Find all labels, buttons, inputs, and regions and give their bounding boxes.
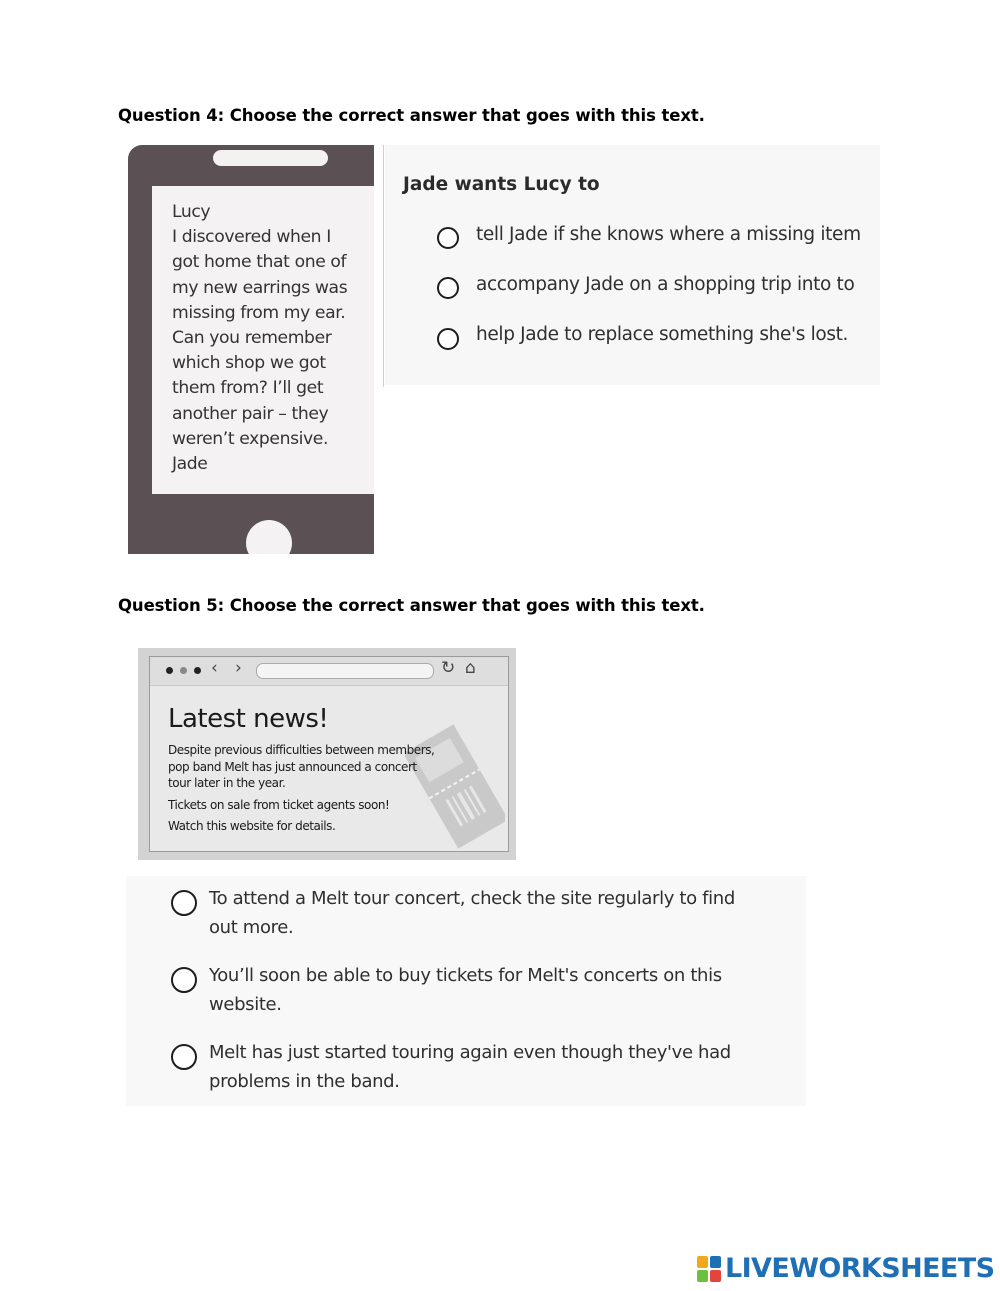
window-dot bbox=[194, 667, 201, 674]
logo-square bbox=[697, 1270, 708, 1282]
liveworksheets-logo bbox=[697, 1253, 994, 1284]
option-line: You’ll soon be able to buy tickets for Melt's concerts on this bbox=[209, 965, 722, 986]
question-4-prompt: Jade wants Lucy to bbox=[403, 174, 600, 195]
window-dot bbox=[166, 667, 173, 674]
logo-square bbox=[710, 1256, 721, 1268]
message-line: Can you remember bbox=[172, 328, 332, 349]
message-line: my new earrings was bbox=[172, 277, 348, 298]
option-line: problems in the band. bbox=[209, 1070, 400, 1092]
reload-icon: ↻ bbox=[441, 658, 456, 678]
option-label bbox=[209, 962, 789, 1019]
logo-mark-icon bbox=[697, 1256, 721, 1282]
q5-option-3[interactable] bbox=[171, 1039, 789, 1096]
radio-button[interactable] bbox=[171, 890, 197, 916]
message-line: I discovered when I bbox=[172, 227, 331, 248]
message-line: Jade bbox=[172, 454, 208, 475]
option-line: To attend a Melt tour concert, check the site regularly to find bbox=[209, 888, 735, 909]
radio-button[interactable] bbox=[437, 227, 459, 249]
message-line: them from? I’ll get bbox=[172, 378, 324, 399]
news-line: pop band Melt has just announced a concert bbox=[168, 759, 417, 774]
question-4-heading: Question 4: Choose the correct answer that goes with this text. bbox=[118, 106, 705, 125]
option-label bbox=[209, 885, 789, 942]
news-body bbox=[168, 742, 478, 835]
news-line: Despite previous difficulties between members, bbox=[168, 743, 435, 757]
option-line: Melt has just started touring again even though they've had bbox=[209, 1042, 731, 1063]
message-line: got home that one of bbox=[172, 252, 347, 273]
forward-arrow-icon: › bbox=[235, 658, 242, 678]
option-label: accompany Jade on a shopping trip into to bbox=[476, 274, 855, 295]
q5-option-2[interactable] bbox=[171, 962, 789, 1019]
logo-square bbox=[697, 1256, 708, 1268]
address-bar bbox=[256, 663, 434, 679]
news-line: Tickets on sale from ticket agents soon! bbox=[168, 797, 390, 812]
window-dot bbox=[180, 667, 187, 674]
news-title: Latest news! bbox=[168, 704, 329, 734]
message-line: weren’t expensive. bbox=[172, 428, 329, 449]
option-label: tell Jade if she knows where a missing item bbox=[476, 224, 861, 245]
q5-option-1[interactable] bbox=[171, 885, 789, 942]
message-line: missing from my ear. bbox=[172, 302, 346, 323]
radio-button[interactable] bbox=[171, 1044, 197, 1070]
option-label: help Jade to replace something she's lost. bbox=[476, 324, 849, 345]
radio-button[interactable] bbox=[437, 328, 459, 350]
logo-text: LIVEWORKSHEETS bbox=[725, 1253, 995, 1284]
option-label bbox=[209, 1039, 789, 1096]
phone-crop-edge bbox=[128, 554, 388, 574]
back-arrow-icon: ‹ bbox=[211, 658, 218, 678]
message-line: which shop we got bbox=[172, 353, 326, 374]
q4-option-3[interactable] bbox=[437, 324, 880, 350]
q4-option-1[interactable] bbox=[437, 224, 880, 249]
text-message bbox=[172, 200, 382, 477]
logo-square bbox=[710, 1270, 721, 1282]
news-line: Watch this website for details. bbox=[168, 819, 336, 833]
home-icon: ⌂ bbox=[465, 658, 476, 678]
news-line: tour later in the year. bbox=[168, 776, 286, 790]
message-line: Lucy bbox=[172, 202, 211, 222]
divider bbox=[383, 145, 384, 387]
message-line: another pair – they bbox=[172, 403, 329, 424]
q4-option-2[interactable] bbox=[437, 274, 880, 299]
question-5-heading: Question 5: Choose the correct answer that goes with this text. bbox=[118, 596, 705, 615]
radio-button[interactable] bbox=[437, 277, 459, 299]
option-line: website. bbox=[209, 993, 282, 1015]
phone-speaker bbox=[213, 150, 328, 166]
option-line: out more. bbox=[209, 916, 294, 938]
radio-button[interactable] bbox=[171, 967, 197, 993]
